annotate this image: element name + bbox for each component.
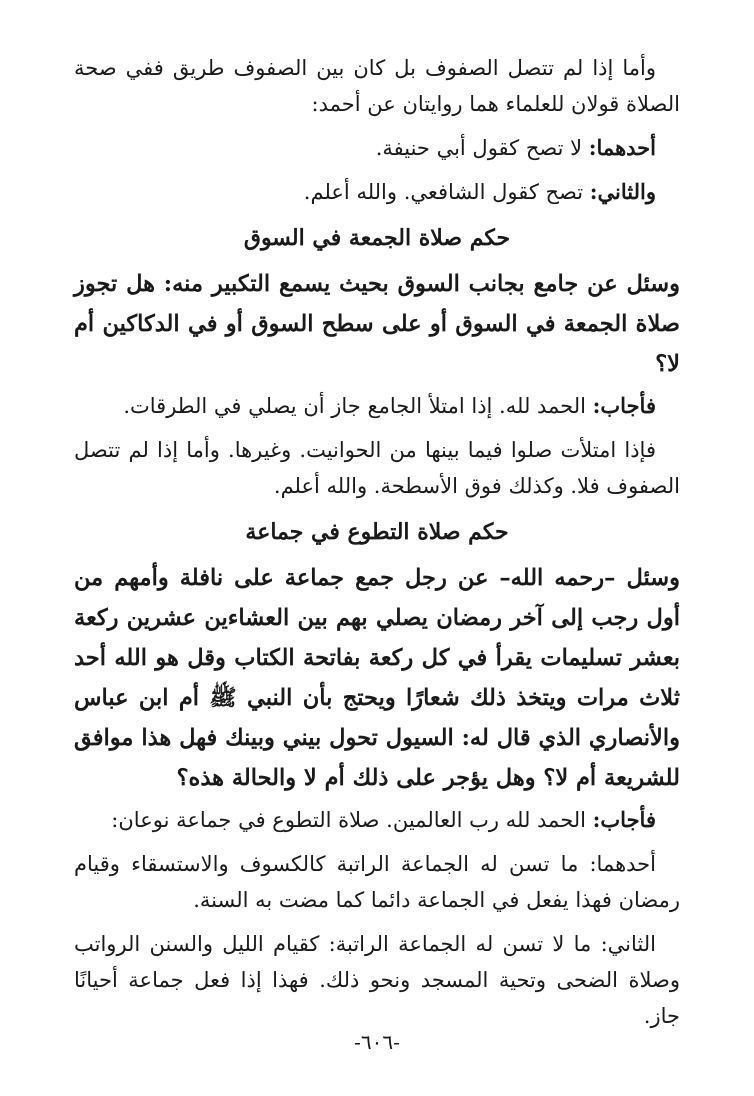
page-body (74, 50, 680, 1042)
paragraph-shops: فإذا امتلأت صلوا فيما بينها من الحوانيت. وغيرها. وأما إذا لم تتصل الصفوف فلا. وكذلك فوق الأسطحة. والله أعلم. (74, 438, 680, 498)
section-heading-voluntary-prayer: حكم صلاة التطوع في جماعة (245, 519, 509, 545)
question-friday-market: وسئل عن جامع بجانب السوق بحيث يسمع التكبير منه: هل تجوز صلاة الجمعة في السوق أو على سطح السوق أو في الدكاكين أم لا؟ (74, 271, 680, 377)
paragraph-text: الحمد لله رب العالمين. صلاة التطوع في جماعة نوعان: (111, 808, 593, 832)
paragraph-type-two: الثاني: ما لا تسن له الجماعة الراتبة: كقيام الليل والسنن الرواتب وصلاة الضحى وتحية المسجد ونحو ذلك. فهذا إذا فعل جماعة أحيانًا جاز. (74, 932, 680, 1028)
lead-word: أحدهما: (588, 135, 656, 160)
paragraph-text: لا تصح كقول أبي حنيفة. (375, 136, 589, 160)
answer-friday-market (74, 388, 680, 424)
lead-word: فأجاب: (592, 393, 656, 418)
page-number: -٦٠٦- (354, 1030, 400, 1054)
paragraph-second-view (74, 174, 680, 210)
section-heading-friday-market: حكم صلاة الجمعة في السوق (243, 225, 511, 251)
paragraph-text: الحمد لله. إذا امتلأ الجامع جاز أن يصلي في الطرقات. (123, 394, 593, 418)
answer-voluntary-prayer (74, 802, 680, 838)
paragraph-text: تصح كقول الشافعي. والله أعلم. (303, 180, 590, 204)
paragraph-type-one: أحدهما: ما تسن له الجماعة الراتبة كالكسوف والاستسقاء وقيام رمضان فهذا يفعل في الجماعة دائما كما مضت به السنة. (74, 852, 680, 912)
lead-word: والثاني: (589, 179, 656, 204)
paragraph-first-view (74, 130, 680, 166)
lead-word: فأجاب: (592, 807, 656, 832)
question-voluntary-prayer: وسئل –رحمه الله– عن رجل جمع جماعة على نافلة وأمهم من أول رجب إلى آخر رمضان يصلي بهم بين العشاءين عشرين ركعة بعشر تسليمات يقرأ في كل ركعة بفاتحة الكتاب وقل هو الله أحد ثلاث مرات ويتخذ ذلك شعارًا ويحتج بأن النبي ﷺ أم ابن عباس والأنصاري الذي قال له: السيول تحول بيني وبينك فهل هذا موافق للشريعة أم لا؟ وهل يؤجر على ذلك أم لا والحالة هذه؟ (74, 565, 680, 791)
paragraph-intro: وأما إذا لم تتصل الصفوف بل كان بين الصفوف طريق ففي صحة الصلاة قولان للعلماء هما روايتان عن أحمد: (74, 56, 680, 116)
